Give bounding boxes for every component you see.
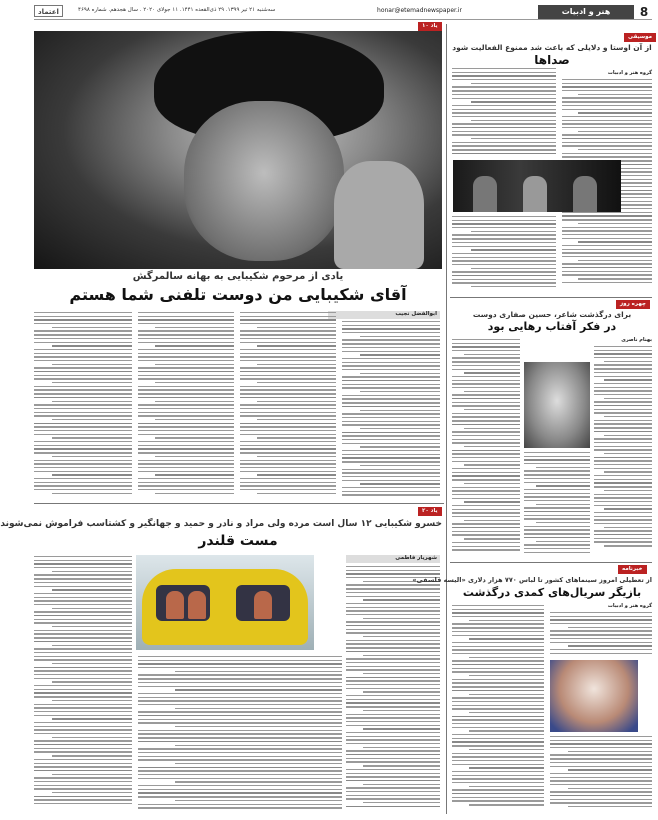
music-byline: گروه هنر و ادبیات: [607, 70, 652, 76]
second-body-col1: [346, 566, 440, 812]
divider-right-1: [450, 297, 652, 298]
second-kicker: خسرو شکیبایی ۱۲ سال است مرده ولی مراد و نادر و حمید و جهانگیر و کشتاسب فراموش نمی‌شوند: [0, 519, 442, 529]
newspaper-logo: اعتماد: [34, 5, 63, 17]
book-body-col3: [524, 452, 590, 557]
main-byline: ابوالفضل نجیب: [328, 311, 440, 319]
second-byline: شهریار فاطمی: [346, 555, 440, 563]
music-body-col1: [452, 68, 556, 158]
second-body-col2: [138, 656, 342, 812]
portrait-photo: [34, 31, 442, 269]
section-divider: [34, 503, 444, 504]
music-body-col3: [452, 216, 556, 294]
contact-email[interactable]: honar@etemadnewspaper.ir: [377, 7, 462, 14]
car-scene-photo: [136, 555, 314, 650]
main-body-col4: [34, 312, 132, 499]
music-kicker: از آن اوستا و دلایلی که باعث شد ممنوع الفعالیت شود: [452, 43, 652, 52]
main-headline: آقای شکیبایی من دوست تلفنی شما هستم: [69, 285, 407, 304]
actor-portrait-photo: [550, 660, 638, 732]
second-body-col3: [34, 556, 132, 812]
book-body-col2: [594, 346, 652, 557]
section-tag-face: چهره روز: [616, 300, 650, 309]
book-byline: بهنام ناصری: [621, 337, 652, 343]
dateline: سه‌شنبه ۲۱ تیر ۱۳۹۹. ۲۹ ذی‌القعده ۱۴۴۱. ۱۱ جولای ۲۰۲۰ . سال هجدهم. شماره ۴۶۹۸: [78, 7, 276, 13]
book-kicker: برای درگذشت شاعر، حسین صفاری دوست: [472, 310, 632, 319]
page-number: 8: [639, 5, 649, 19]
section-tag-second: یاد ۲۰: [418, 507, 442, 516]
tv-kicker: از تعطیلی امروز سینماهای کشور تا لباس ۷۷۰ هزار دلاری «الیسه فلسفی»: [412, 576, 652, 584]
column-divider: [446, 24, 447, 814]
second-headline: مست قلندر: [198, 533, 278, 549]
concert-photo: [453, 160, 621, 212]
poet-portrait-photo: [524, 362, 590, 448]
tv-body-col2: [550, 612, 652, 656]
tv-headline: بازیگر سریال‌های کمدی درگذشت: [462, 586, 642, 599]
section-tag-main: یاد ۱۰: [418, 22, 442, 31]
tv-body-col3: [550, 736, 652, 813]
page-header: [34, 4, 652, 20]
section-title: هنر و ادبیات: [538, 5, 634, 19]
book-headline: در فکر آفتاب رهایی بود: [487, 320, 617, 333]
divider-right-2: [450, 562, 652, 563]
main-body-col2: [240, 312, 336, 499]
main-kicker: یادی از مرحوم شکیبایی به بهانه سالمرگش: [132, 271, 344, 282]
book-body-col1: [452, 339, 520, 557]
section-tag-news: خبرنامه: [618, 565, 647, 574]
tv-byline: گروه هنر و ادبیات: [607, 603, 652, 609]
main-body-col3: [138, 312, 234, 499]
music-headline: صداها: [534, 53, 570, 67]
section-tag-music: موسیقی: [624, 33, 656, 42]
tv-body-col1: [452, 605, 544, 813]
main-body-col1: [342, 321, 440, 499]
